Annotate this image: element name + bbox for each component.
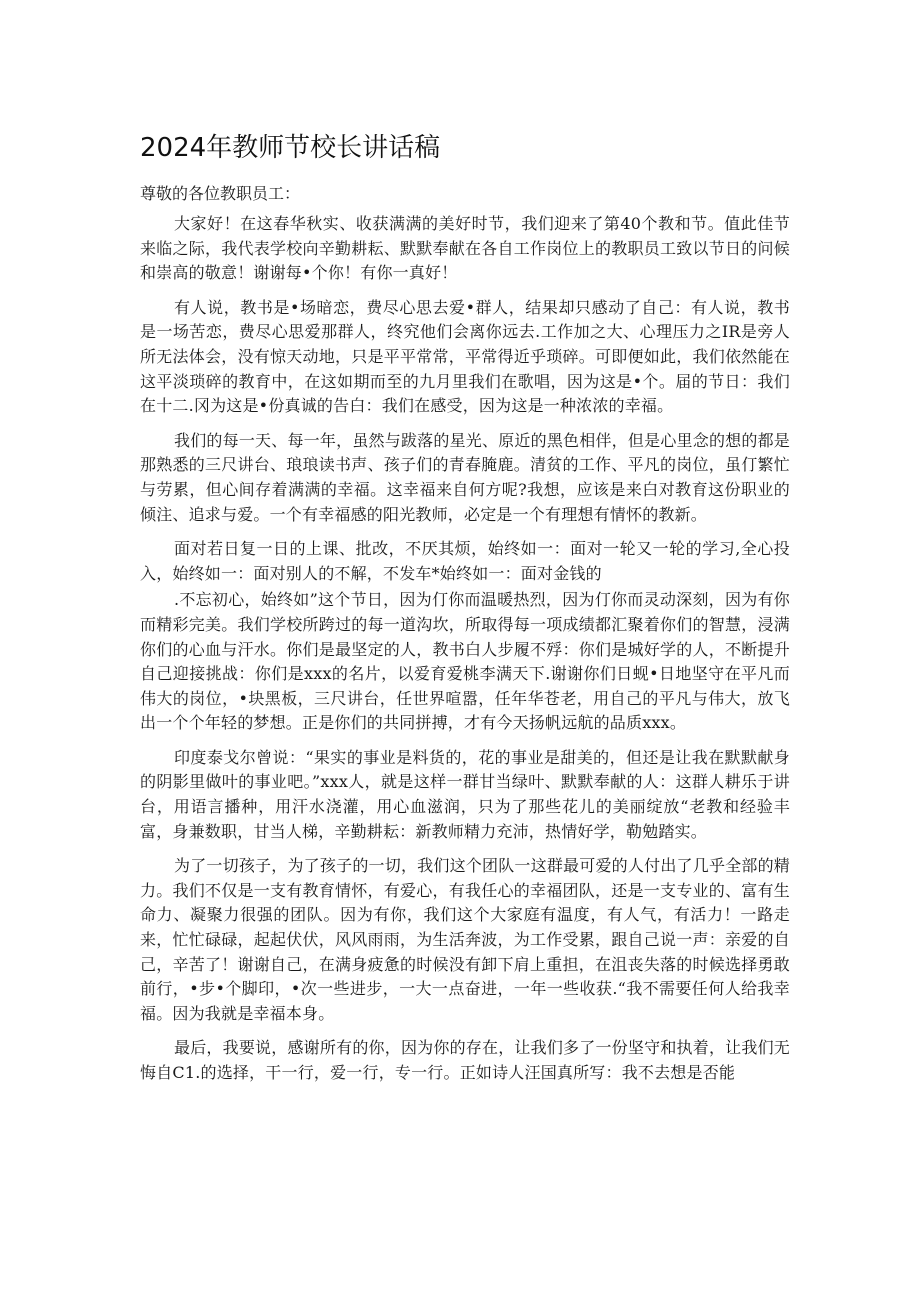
document-body: [140, 212, 790, 1096]
paragraph-team: 为了一切孩子，为了孩子的一切，我们这个团队一这群最可爱的人付出了几乎全部的精力。我们不仅是一支有教育情怀，有爱心，有我任心的幸福团队，还是一支专业的、富有生命力、凝聚力很强的团队。因为有你，我们这个大家庭有温度，有人气，有活力！一路走来，忙忙碌碌，起起伏伏，风风雨雨，为生活奔波，为工作受累，跟自己说一声：亲爱的自己，辛苦了！谢谢自己，在满身疲惫的时候没有卸下肩上重担，在沮丧失落的时候选择勇敢前行，•步•个脚印，•次一些进步，一大一点奋进，一年一些收获.“我不需要任何人给我幸福。因为我就是幸福本身。: [140, 856, 790, 1023]
paragraph-tagore: 印度泰戈尔曾说：“果实的事业是料货的，花的事业是甜美的，但还是让我在默默献身的阴影里做叶的事业吧。”xxx人，就是这样一群甘当绿叶、默默奉献的人：这群人耕乐于讲台，用语言播种，用汗水浇灌，用心血滋润，只为了那些花儿的美丽绽放“老教和经验丰富，身兼数职，甘当人梯，辛勤耕耘：新教师精力充沛，热情好学，勒勉踏实。: [140, 747, 790, 841]
paragraph-teaching-love: 有人说，教书是•场暗恋，费尽心思去爱•群人，结果却只感动了自己：有人说，教书是一场苦恋，费尽心思爱那群人，终究他们会离你远去.工作加之大、心理压力之IR是旁人所无法体会，没有惊天动地，只是平平常常，平常得近乎琐碎。可即便如此，我们依然能在这平淡琐碎的教育中，在这如期而至的九月里我们在歌唱，因为这是•个。届的节日：我们在十二.冈为这是•份真诚的告白：我们在感受，因为这是一种浓浓的幸福。: [140, 297, 790, 416]
paragraph-daily-life: 我们的每一天、每一年，虽然与跋落的星光、原近的黑色相伴，但是心里念的想的都是那熟悉的三尺讲台、琅琅读书声、孩子们的青春腌鹿。清贫的工作、平凡的岗位，虽仃繁忙与劳累，但心间存着满满的幸福。这幸福来自何方呢?我想，应该是来白对教育这份职业的倾注、追求与爱。一个有幸福感的阳光教师，必定是一个有理想有情怀的教新。: [140, 430, 790, 524]
salutation: 尊敬的各位教职员工：: [140, 184, 301, 203]
document-title: 2024年教师节校长讲话稿: [140, 133, 441, 163]
paragraph-gratitude: .不忘初心，始终如”这个节日，因为仃你而温暖热烈，因为仃你而灵动深刻，因为有你而精彩完美。我们学校所跨过的每一道沟坎，所取得每一项成绩都汇聚着你们的智慧，浸满你们的心血与汗水。你们是最坚定的人，教书白人步履不殍：你们是城好学的人，不断提升自己迎接挑战：你们是xxx的名片，以爱育爱桃李满天下.谢谢你们日蚬•日地坚守在平凡而伟大的岗位，•块黑板，三尺讲台，任世界喧嚣，任年华苍老，用自己的平凡与伟大，放飞出一个个年轻的梦想。正是你们的共同拼搏，才有今天扬帆远航的品质xxx。: [140, 590, 790, 733]
paragraph-greeting: 大家好！在这春华秋实、收获满满的美好时节，我们迎来了第40个教和节。值此佳节来临之际，我代表学校向辛勤耕耘、默默奉献在各自工作岗位上的教职员工致以节日的问候和崇高的敬意！谢谢每•个你！有你一真好！: [140, 214, 790, 283]
paragraph-closing: 最后，我要说，感谢所有的你，因为你的存在，让我们多了一份坚守和执着，让我们无悔自C1.的选择，干一行，爱一行，专一行。正如诗人汪国真所写：我不去想是否能: [140, 1038, 790, 1082]
paragraph-persistence: 面对若日复一日的上课、批改，不厌其烦，始终如一：面对一轮又一轮的学习,全心投入，始终如一：面对别人的不解，不发车*始终如一：面对金钱的: [140, 539, 790, 583]
